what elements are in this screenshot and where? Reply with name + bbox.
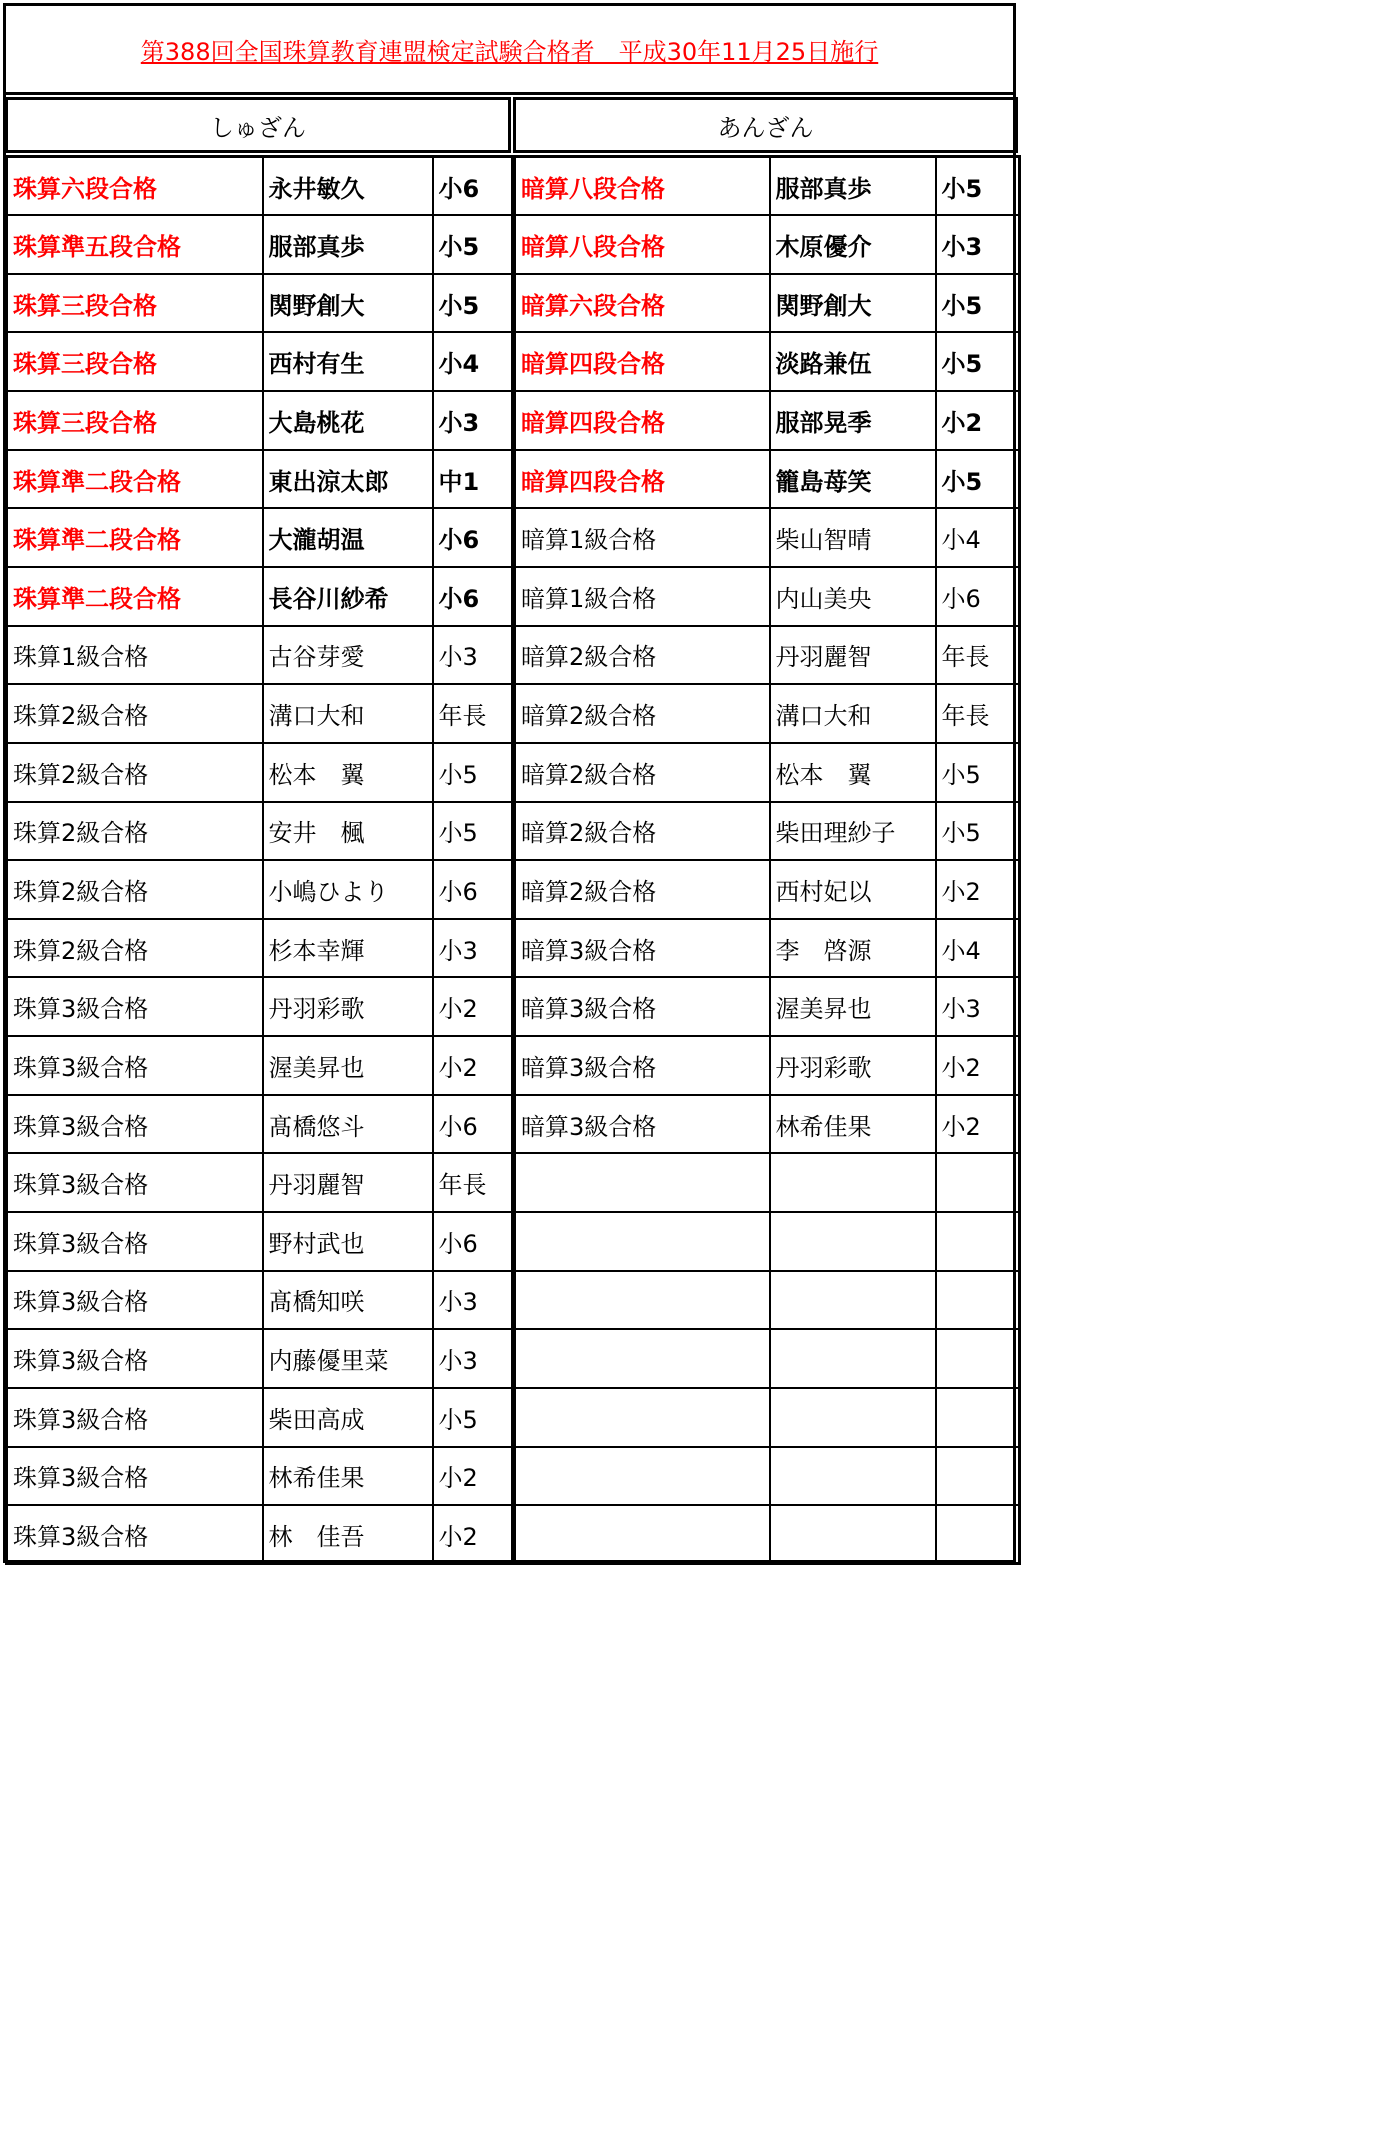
shuzan-row	[7, 919, 513, 978]
anzan-grade-cell: 小2	[936, 860, 1020, 919]
shuzan-grade-cell: 小6	[433, 567, 513, 626]
shuzan-name-cell: 野村武也	[263, 1212, 433, 1271]
shuzan-rank-cell: 珠算3級合格	[7, 1388, 263, 1447]
anzan-rank-cell	[515, 1153, 770, 1212]
shuzan-grade-cell: 小5	[433, 1388, 513, 1447]
anzan-name-cell	[770, 1329, 936, 1388]
anzan-row	[515, 1388, 1020, 1447]
anzan-grade-cell: 小5	[936, 802, 1020, 861]
anzan-row	[515, 1271, 1020, 1330]
anzan-grade-cell: 小3	[936, 215, 1020, 274]
anzan-rank-cell: 暗算四段合格	[515, 450, 770, 509]
anzan-rank-cell: 暗算1級合格	[515, 567, 770, 626]
anzan-row	[515, 743, 1020, 802]
anzan-name-cell: 西村妃以	[770, 860, 936, 919]
anzan-grade-cell: 小4	[936, 508, 1020, 567]
shuzan-row	[7, 743, 513, 802]
anzan-row	[515, 1153, 1020, 1212]
shuzan-rank-cell: 珠算1級合格	[7, 626, 263, 685]
shuzan-rank-cell: 珠算六段合格	[7, 157, 263, 216]
shuzan-grade-cell: 小5	[433, 743, 513, 802]
shuzan-rank-cell: 珠算3級合格	[7, 1329, 263, 1388]
anzan-rank-cell	[515, 1388, 770, 1447]
shuzan-grade-cell: 小2	[433, 977, 513, 1036]
anzan-row	[515, 977, 1020, 1036]
shuzan-rank-cell: 珠算3級合格	[7, 1212, 263, 1271]
shuzan-grade-cell: 小5	[433, 802, 513, 861]
anzan-rank-cell: 暗算3級合格	[515, 977, 770, 1036]
anzan-rank-cell: 暗算2級合格	[515, 626, 770, 685]
anzan-row	[515, 1036, 1020, 1095]
anzan-row	[515, 1329, 1020, 1388]
anzan-rank-cell: 暗算3級合格	[515, 1095, 770, 1154]
anzan-name-cell: 丹羽麗智	[770, 626, 936, 685]
shuzan-grade-cell: 小6	[433, 860, 513, 919]
shuzan-row	[7, 1153, 513, 1212]
shuzan-grade-cell: 小3	[433, 626, 513, 685]
shuzan-grade-cell: 小2	[433, 1505, 513, 1564]
shuzan-name-cell: 西村有生	[263, 332, 433, 391]
anzan-grade-cell	[936, 1212, 1020, 1271]
shuzan-grade-cell: 中1	[433, 450, 513, 509]
anzan-grade-cell: 年長	[936, 684, 1020, 743]
anzan-rank-cell	[515, 1329, 770, 1388]
shuzan-name-cell: 永井敏久	[263, 157, 433, 216]
shuzan-name-cell: 松本 翼	[263, 743, 433, 802]
shuzan-name-cell: 柴田高成	[263, 1388, 433, 1447]
shuzan-grade-cell: 年長	[433, 1153, 513, 1212]
anzan-grade-cell: 小4	[936, 919, 1020, 978]
anzan-row	[515, 802, 1020, 861]
shuzan-rank-cell: 珠算3級合格	[7, 1095, 263, 1154]
anzan-grade-cell: 小5	[936, 450, 1020, 509]
shuzan-row	[7, 1212, 513, 1271]
anzan-row	[515, 391, 1020, 450]
shuzan-name-cell: 溝口大和	[263, 684, 433, 743]
shuzan-name-cell: 杉本幸輝	[263, 919, 433, 978]
anzan-rank-cell	[515, 1271, 770, 1330]
shuzan-results-table	[5, 155, 514, 1565]
anzan-row	[515, 1212, 1020, 1271]
shuzan-grade-cell: 小5	[433, 274, 513, 333]
anzan-row	[515, 450, 1020, 509]
anzan-rank-cell: 暗算四段合格	[515, 332, 770, 391]
anzan-name-cell	[770, 1271, 936, 1330]
anzan-rank-cell: 暗算1級合格	[515, 508, 770, 567]
shuzan-name-cell: 服部真歩	[263, 215, 433, 274]
shuzan-rank-cell: 珠算準二段合格	[7, 450, 263, 509]
shuzan-name-cell: 関野創大	[263, 274, 433, 333]
shuzan-rank-cell: 珠算準二段合格	[7, 567, 263, 626]
anzan-row	[515, 508, 1020, 567]
anzan-grade-cell: 小3	[936, 977, 1020, 1036]
anzan-name-cell: 関野創大	[770, 274, 936, 333]
anzan-row	[515, 684, 1020, 743]
shuzan-row	[7, 450, 513, 509]
shuzan-row	[7, 1095, 513, 1154]
shuzan-row	[7, 508, 513, 567]
anzan-name-cell: 柴田理紗子	[770, 802, 936, 861]
shuzan-rank-cell: 珠算3級合格	[7, 977, 263, 1036]
shuzan-row	[7, 860, 513, 919]
anzan-rank-cell: 暗算八段合格	[515, 215, 770, 274]
shuzan-grade-cell: 年長	[433, 684, 513, 743]
anzan-rank-cell: 暗算四段合格	[515, 391, 770, 450]
anzan-name-cell	[770, 1447, 936, 1506]
shuzan-name-cell: 安井 楓	[263, 802, 433, 861]
anzan-name-cell: 溝口大和	[770, 684, 936, 743]
shuzan-grade-cell: 小3	[433, 1329, 513, 1388]
anzan-name-cell: 服部真歩	[770, 157, 936, 216]
shuzan-name-cell: 丹羽麗智	[263, 1153, 433, 1212]
shuzan-rank-cell: 珠算3級合格	[7, 1153, 263, 1212]
anzan-grade-cell	[936, 1153, 1020, 1212]
shuzan-name-cell: 大瀧胡温	[263, 508, 433, 567]
anzan-row	[515, 567, 1020, 626]
shuzan-section-header: しゅざん	[5, 97, 511, 153]
shuzan-rank-cell: 珠算2級合格	[7, 919, 263, 978]
shuzan-name-cell: 東出涼太郎	[263, 450, 433, 509]
shuzan-row	[7, 1036, 513, 1095]
shuzan-grade-cell: 小6	[433, 508, 513, 567]
anzan-rank-cell	[515, 1505, 770, 1564]
anzan-row	[515, 332, 1020, 391]
shuzan-grade-cell: 小4	[433, 332, 513, 391]
anzan-row	[515, 860, 1020, 919]
anzan-row	[515, 215, 1020, 274]
shuzan-row	[7, 626, 513, 685]
anzan-name-cell	[770, 1388, 936, 1447]
shuzan-rank-cell: 珠算3級合格	[7, 1505, 263, 1564]
anzan-row	[515, 274, 1020, 333]
page-title: 第388回全国珠算教育連盟検定試験合格者 平成30年11月25日施行	[140, 37, 879, 66]
anzan-grade-cell	[936, 1447, 1020, 1506]
anzan-name-cell: 淡路兼伍	[770, 332, 936, 391]
shuzan-rank-cell: 珠算2級合格	[7, 684, 263, 743]
anzan-grade-cell	[936, 1388, 1020, 1447]
anzan-section-header: あんざん	[513, 97, 1018, 153]
anzan-name-cell: 内山美央	[770, 567, 936, 626]
anzan-name-cell: 渥美昇也	[770, 977, 936, 1036]
anzan-name-cell: 丹羽彩歌	[770, 1036, 936, 1095]
shuzan-rank-cell: 珠算3級合格	[7, 1036, 263, 1095]
title-box	[3, 3, 1016, 95]
anzan-grade-cell: 小2	[936, 1036, 1020, 1095]
anzan-rank-cell: 暗算2級合格	[515, 860, 770, 919]
shuzan-grade-cell: 小3	[433, 1271, 513, 1330]
shuzan-rank-cell: 珠算準五段合格	[7, 215, 263, 274]
shuzan-grade-cell: 小2	[433, 1447, 513, 1506]
anzan-name-cell: 林希佳果	[770, 1095, 936, 1154]
shuzan-row	[7, 274, 513, 333]
anzan-rank-cell: 暗算3級合格	[515, 1036, 770, 1095]
anzan-row	[515, 1505, 1020, 1564]
anzan-rank-cell: 暗算2級合格	[515, 684, 770, 743]
shuzan-grade-cell: 小3	[433, 919, 513, 978]
anzan-name-cell: 籠島苺笑	[770, 450, 936, 509]
shuzan-grade-cell: 小6	[433, 157, 513, 216]
shuzan-rank-cell: 珠算準二段合格	[7, 508, 263, 567]
anzan-grade-cell: 小6	[936, 567, 1020, 626]
shuzan-rank-cell: 珠算3級合格	[7, 1271, 263, 1330]
anzan-grade-cell: 小5	[936, 743, 1020, 802]
anzan-row	[515, 626, 1020, 685]
anzan-grade-cell	[936, 1505, 1020, 1564]
anzan-rank-cell: 暗算六段合格	[515, 274, 770, 333]
shuzan-grade-cell: 小6	[433, 1212, 513, 1271]
shuzan-name-cell: 丹羽彩歌	[263, 977, 433, 1036]
shuzan-name-cell: 渥美昇也	[263, 1036, 433, 1095]
shuzan-name-cell: 髙橋悠斗	[263, 1095, 433, 1154]
anzan-grade-cell: 小5	[936, 157, 1020, 216]
anzan-row	[515, 1447, 1020, 1506]
anzan-grade-cell: 小2	[936, 1095, 1020, 1154]
shuzan-name-cell: 髙橋知咲	[263, 1271, 433, 1330]
shuzan-grade-cell: 小5	[433, 215, 513, 274]
shuzan-grade-cell: 小2	[433, 1036, 513, 1095]
shuzan-row	[7, 684, 513, 743]
shuzan-row	[7, 1271, 513, 1330]
anzan-name-cell: 木原優介	[770, 215, 936, 274]
shuzan-rank-cell: 珠算三段合格	[7, 274, 263, 333]
anzan-rank-cell: 暗算八段合格	[515, 157, 770, 216]
shuzan-row	[7, 802, 513, 861]
shuzan-grade-cell: 小6	[433, 1095, 513, 1154]
anzan-rank-cell	[515, 1212, 770, 1271]
anzan-rank-cell	[515, 1447, 770, 1506]
shuzan-name-cell: 内藤優里菜	[263, 1329, 433, 1388]
anzan-name-cell: 服部晃季	[770, 391, 936, 450]
anzan-row	[515, 1095, 1020, 1154]
anzan-row	[515, 157, 1020, 216]
shuzan-rank-cell: 珠算2級合格	[7, 860, 263, 919]
anzan-results-table	[513, 155, 1021, 1565]
shuzan-row	[7, 1388, 513, 1447]
anzan-grade-cell: 小5	[936, 274, 1020, 333]
anzan-rank-cell: 暗算2級合格	[515, 743, 770, 802]
anzan-name-cell	[770, 1153, 936, 1212]
shuzan-row	[7, 1447, 513, 1506]
shuzan-name-cell: 古谷芽愛	[263, 626, 433, 685]
shuzan-rank-cell: 珠算三段合格	[7, 332, 263, 391]
anzan-row	[515, 919, 1020, 978]
shuzan-name-cell: 大島桃花	[263, 391, 433, 450]
anzan-grade-cell: 小5	[936, 332, 1020, 391]
anzan-rank-cell: 暗算3級合格	[515, 919, 770, 978]
shuzan-name-cell: 長谷川紗希	[263, 567, 433, 626]
shuzan-rank-cell: 珠算三段合格	[7, 391, 263, 450]
anzan-rank-cell: 暗算2級合格	[515, 802, 770, 861]
shuzan-row	[7, 1329, 513, 1388]
anzan-name-cell	[770, 1212, 936, 1271]
shuzan-rank-cell: 珠算2級合格	[7, 802, 263, 861]
anzan-name-cell: 松本 翼	[770, 743, 936, 802]
anzan-grade-cell: 小2	[936, 391, 1020, 450]
shuzan-row	[7, 215, 513, 274]
shuzan-name-cell: 林 佳吾	[263, 1505, 433, 1564]
shuzan-rank-cell: 珠算3級合格	[7, 1447, 263, 1506]
shuzan-row	[7, 1505, 513, 1564]
anzan-grade-cell: 年長	[936, 626, 1020, 685]
shuzan-row	[7, 332, 513, 391]
anzan-name-cell: 柴山智晴	[770, 508, 936, 567]
shuzan-name-cell: 林希佳果	[263, 1447, 433, 1506]
anzan-name-cell	[770, 1505, 936, 1564]
anzan-grade-cell	[936, 1271, 1020, 1330]
shuzan-grade-cell: 小3	[433, 391, 513, 450]
anzan-name-cell: 李 啓源	[770, 919, 936, 978]
shuzan-row	[7, 977, 513, 1036]
shuzan-row	[7, 391, 513, 450]
anzan-grade-cell	[936, 1329, 1020, 1388]
shuzan-rank-cell: 珠算2級合格	[7, 743, 263, 802]
shuzan-row	[7, 157, 513, 216]
shuzan-row	[7, 567, 513, 626]
shuzan-name-cell: 小嶋ひより	[263, 860, 433, 919]
